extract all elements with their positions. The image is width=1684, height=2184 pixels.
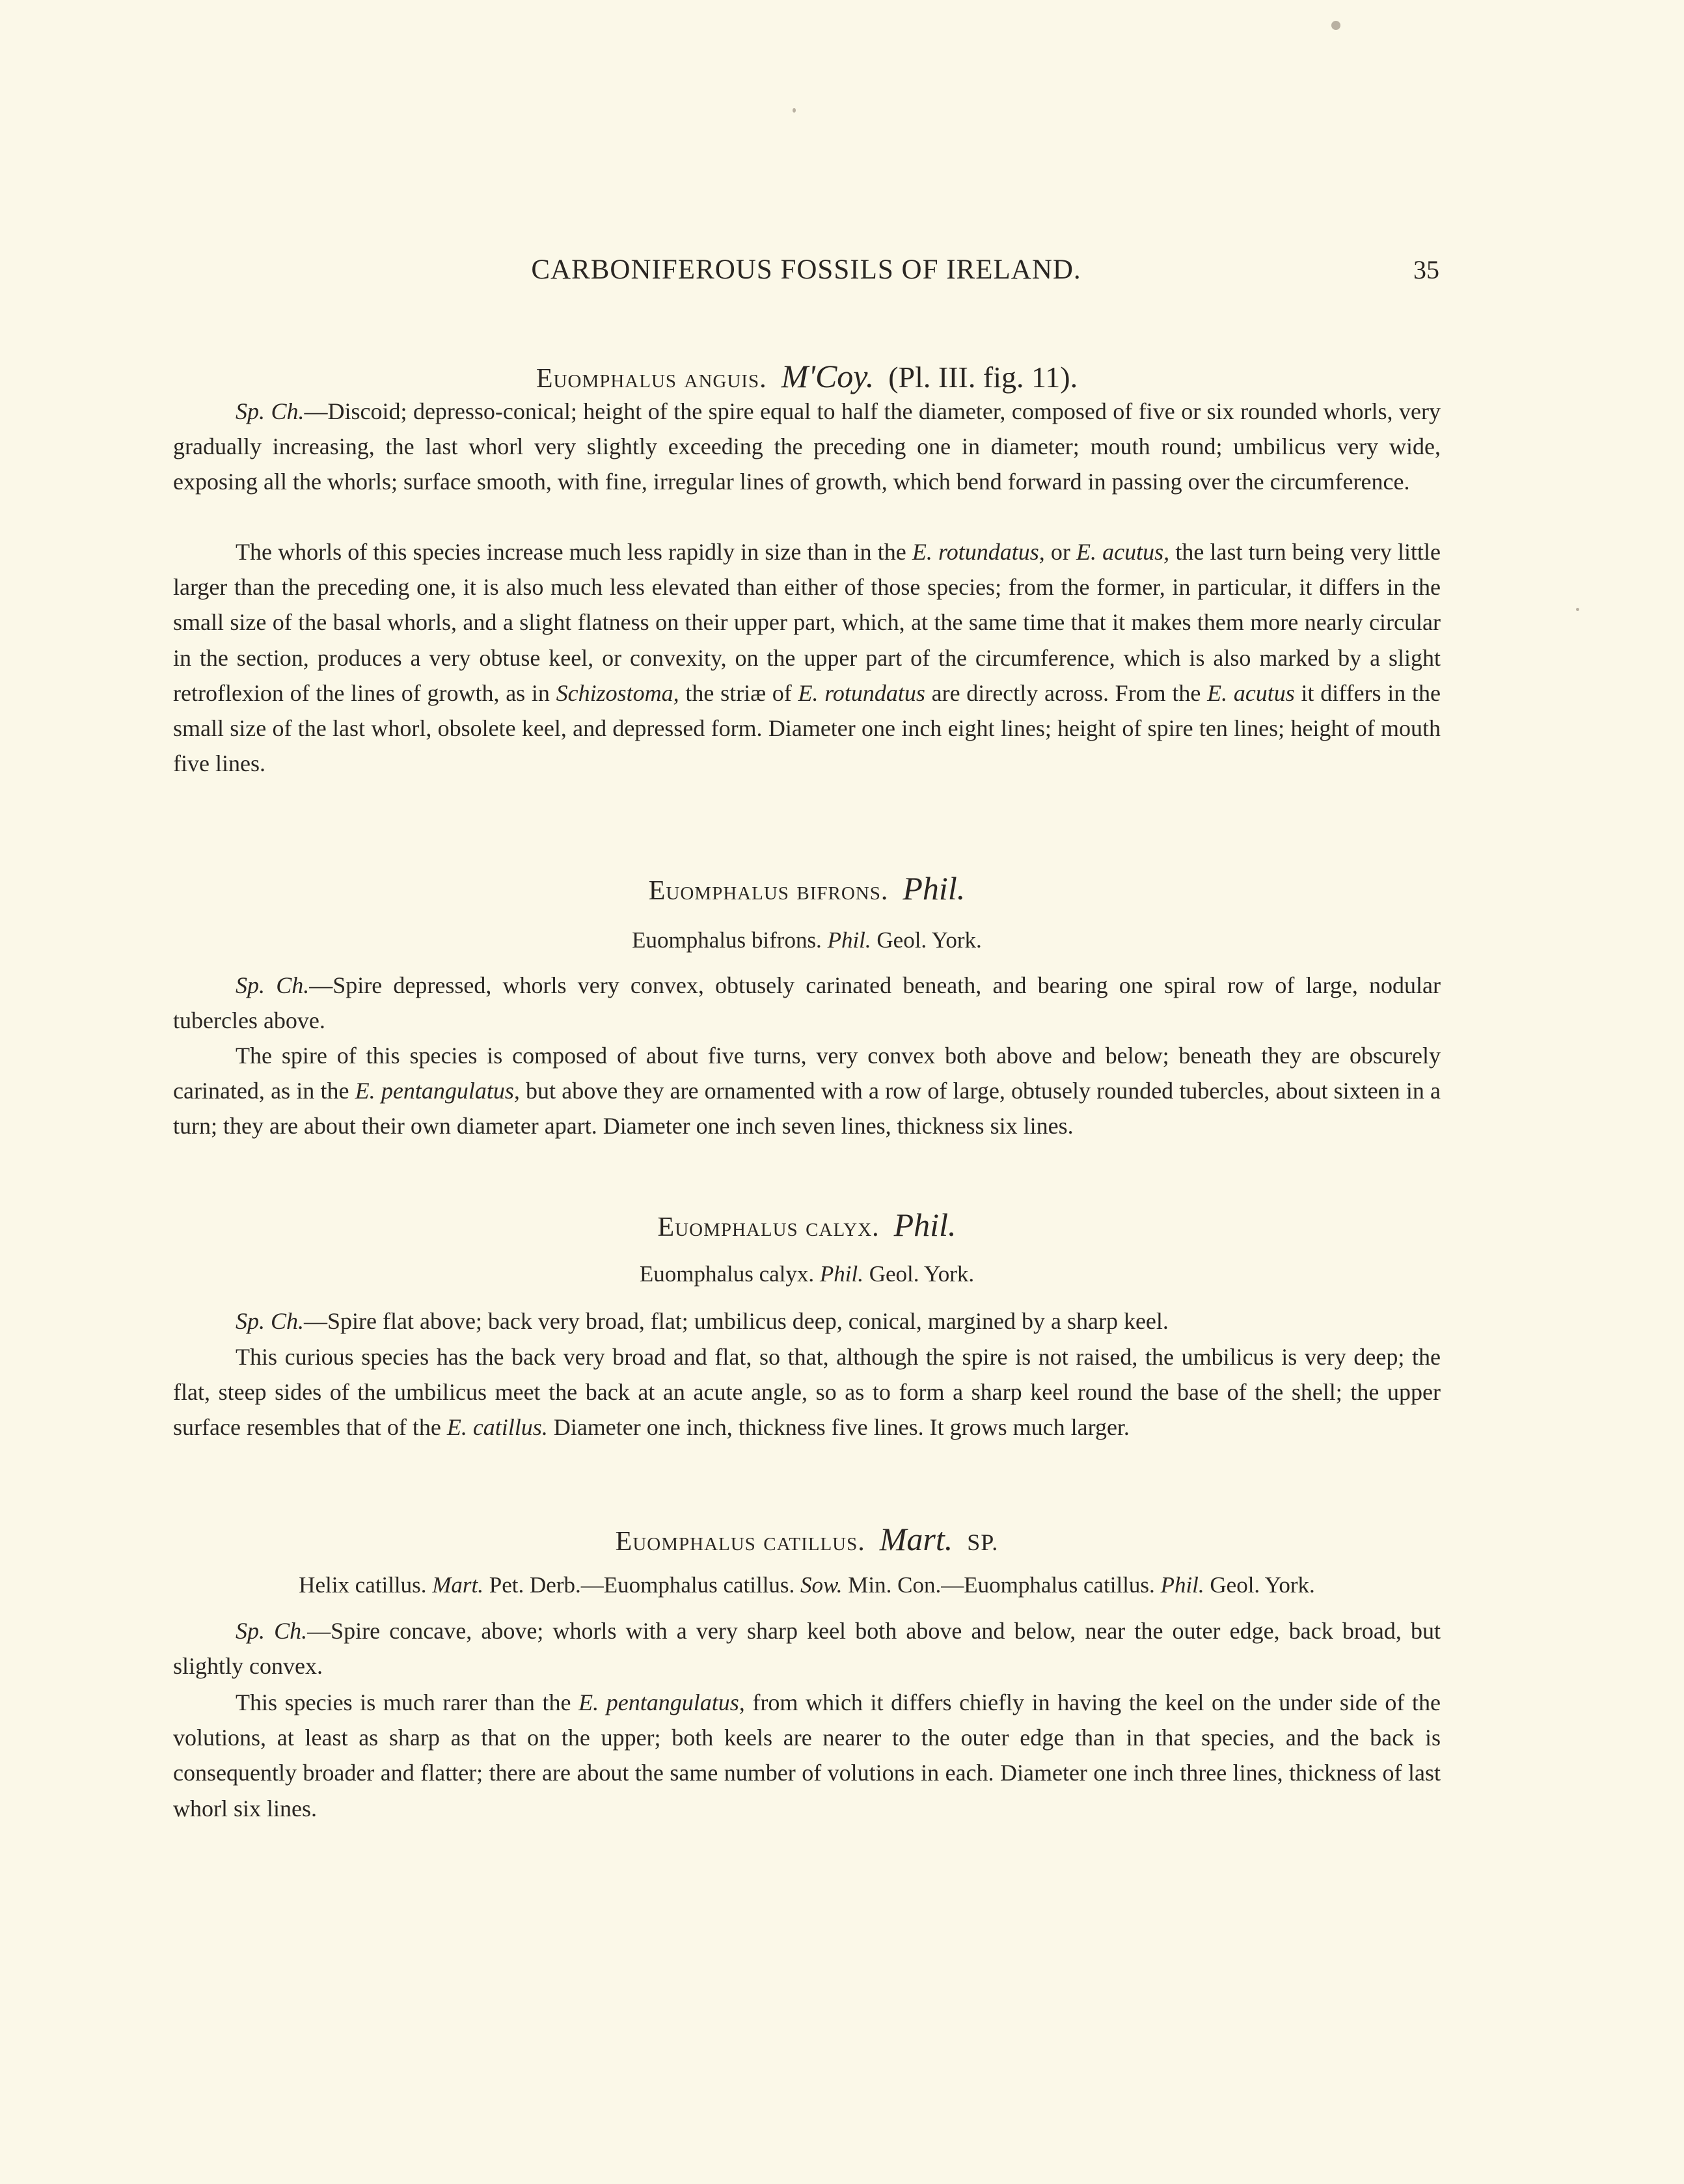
specific-characters [173, 968, 1441, 1038]
species-author: M'Coy. [781, 358, 875, 394]
species-name: Euomphalus calyx. [657, 1212, 880, 1242]
desc-taxon: E. rotundatus [798, 679, 925, 706]
plate-reference: (Pl. III. fig. 11). [888, 361, 1078, 394]
desc-text: The whorls of this species increase much less rapidly in size than in the [236, 539, 912, 565]
page-number: 35 [1413, 255, 1439, 284]
desc-taxon: E. pentangulatus, [578, 1689, 745, 1715]
synonym-author: Phil. [819, 1261, 863, 1287]
desc-taxon: E. acutus, [1076, 539, 1170, 565]
desc-text: from which it differs chiefly in having the keel on the under side of the volutions, at least as sharp as that on the upper; both keels are nearer to the outer edge than in that species, and the back is consequently broader and flatter; there are about the same number of volutions in each. Diameter one inch three lines, thickness of last whorl six lines. [173, 1689, 1441, 1822]
species-heading-anguis [173, 357, 1441, 398]
synonym-text: Euomphalus calyx. [639, 1261, 820, 1287]
desc-taxon: E. rotundatus, [912, 539, 1045, 565]
desc-text: the striæ of [679, 679, 798, 706]
char-text: —Discoid; depresso-conical; height of the spire equal to half the diameter, composed of five or six rounded whorls, very gradually increasing, the last whorl very slightly exceeding the preceding one in diameter; mouth round; umbilicus very wide, exposing all the whorls; surface smooth, with fine, irregular lines of growth, which bend forward in passing over the circumference. [173, 398, 1441, 495]
char-text: —Spire depressed, whorls very convex, obtusely carinated beneath, and bearing one spiral row of large, nodular tubercles above. [173, 972, 1441, 1034]
desc-text: This curious species has the back very broad and flat, so that, although the spire is not raised, the umbilicus is very deep; the flat, steep sides of the umbilicus meet the back at an acute angle, so as to form a sharp keel round the base of the shell; the upper surface resembles that of the [173, 1344, 1441, 1441]
species-author: Phil. [903, 870, 966, 907]
char-label: Sp. Ch. [236, 1618, 308, 1644]
char-label: Sp. Ch. [236, 398, 305, 424]
char-label: Sp. Ch. [236, 1308, 305, 1334]
char-text: —Spire flat above; back very broad, flat; umbilicus deep, conical, margined by a sharp keel. [304, 1308, 1169, 1334]
synonym-author: Sow. [800, 1572, 843, 1598]
synonym-text: Euomphalus bifrons. [632, 927, 828, 953]
synonym-text: Min. Con.—Euomphalus catillus. [842, 1572, 1161, 1598]
desc-taxon: E. catillus. [446, 1414, 548, 1441]
desc-text: or [1044, 539, 1077, 565]
synonym-author: Phil. [827, 927, 871, 953]
text-column [173, 0, 1441, 2184]
desc-text: The spire of this species is composed of about five turns, very convex both above and below; beneath they are obscurely carinated, as in the [173, 1043, 1441, 1104]
species-suffix: SP. [967, 1529, 999, 1555]
synonymy [173, 1568, 1441, 1603]
synonymy [173, 923, 1441, 958]
species-description [173, 1038, 1441, 1144]
species-description [173, 1685, 1441, 1826]
synonym-author: Mart. [432, 1572, 484, 1598]
specific-characters [173, 1613, 1441, 1684]
species-author: Mart. [879, 1521, 953, 1557]
species-description [173, 534, 1441, 781]
synonym-text: Geol. York. [871, 927, 982, 953]
synonym-text: Helix catillus. [299, 1572, 433, 1598]
desc-text: This species is much rarer than the [236, 1689, 579, 1715]
char-label: Sp. Ch. [236, 972, 310, 998]
desc-text: are directly across. From the [925, 679, 1208, 706]
specific-characters [173, 1304, 1441, 1339]
desc-text: Diameter one inch, thickness five lines. It grows much larger. [547, 1414, 1130, 1441]
desc-taxon: Schizostoma, [556, 679, 679, 706]
species-heading-bifrons [173, 869, 1441, 910]
desc-text: it differs in the small size of the last whorl, obsolete keel, and depressed form. Diameter one inch eight lines; height of spire ten lines; height of mouth five lines. [173, 679, 1441, 777]
species-name: Euomphalus anguis. [536, 364, 767, 394]
synonym-text: Geol. York. [1204, 1572, 1315, 1598]
species-name: Euomphalus bifrons. [648, 876, 889, 906]
running-title: CARBONIFEROUS FOSSILS OF IRELAND. [531, 254, 1081, 285]
char-text: —Spire concave, above; whorls with a very sharp keel both above and below, near the outer edge, back broad, but slightly convex. [173, 1618, 1441, 1680]
species-description [173, 1339, 1441, 1445]
species-name: Euomphalus catillus. [615, 1527, 865, 1557]
synonym-author: Phil. [1160, 1572, 1204, 1598]
desc-text: but above they are ornamented with a row of large, obtusely rounded tubercles, about sixteen in a turn; they are about their own diameter apart. Diameter one inch seven lines, thickness six lines. [173, 1078, 1441, 1140]
synonymy [173, 1257, 1441, 1292]
species-heading-catillus [173, 1520, 1441, 1562]
synonym-text: Geol. York. [863, 1261, 975, 1287]
desc-text: the last turn being very little larger than the preceding one, it is also much less elevated than either of those species; from the former, in particular, it differs in the small size of the basal whorls, and a slight flatness on their upper part, which, at the same time that it makes them more nearly circular in the section, produces a very obtuse keel, or convexity, on the upper part of the circumference, which is also marked by a slight retroflexion of the lines of growth, as in [173, 539, 1441, 706]
synonym-text: Pet. Derb.—Euomphalus catillus. [483, 1572, 801, 1598]
species-heading-calyx [173, 1205, 1441, 1247]
specific-characters [173, 394, 1441, 500]
desc-taxon: E. pentangulatus, [355, 1078, 520, 1104]
species-author: Phil. [893, 1207, 957, 1243]
desc-taxon: E. acutus [1207, 679, 1295, 706]
paper-speck [1576, 608, 1579, 611]
